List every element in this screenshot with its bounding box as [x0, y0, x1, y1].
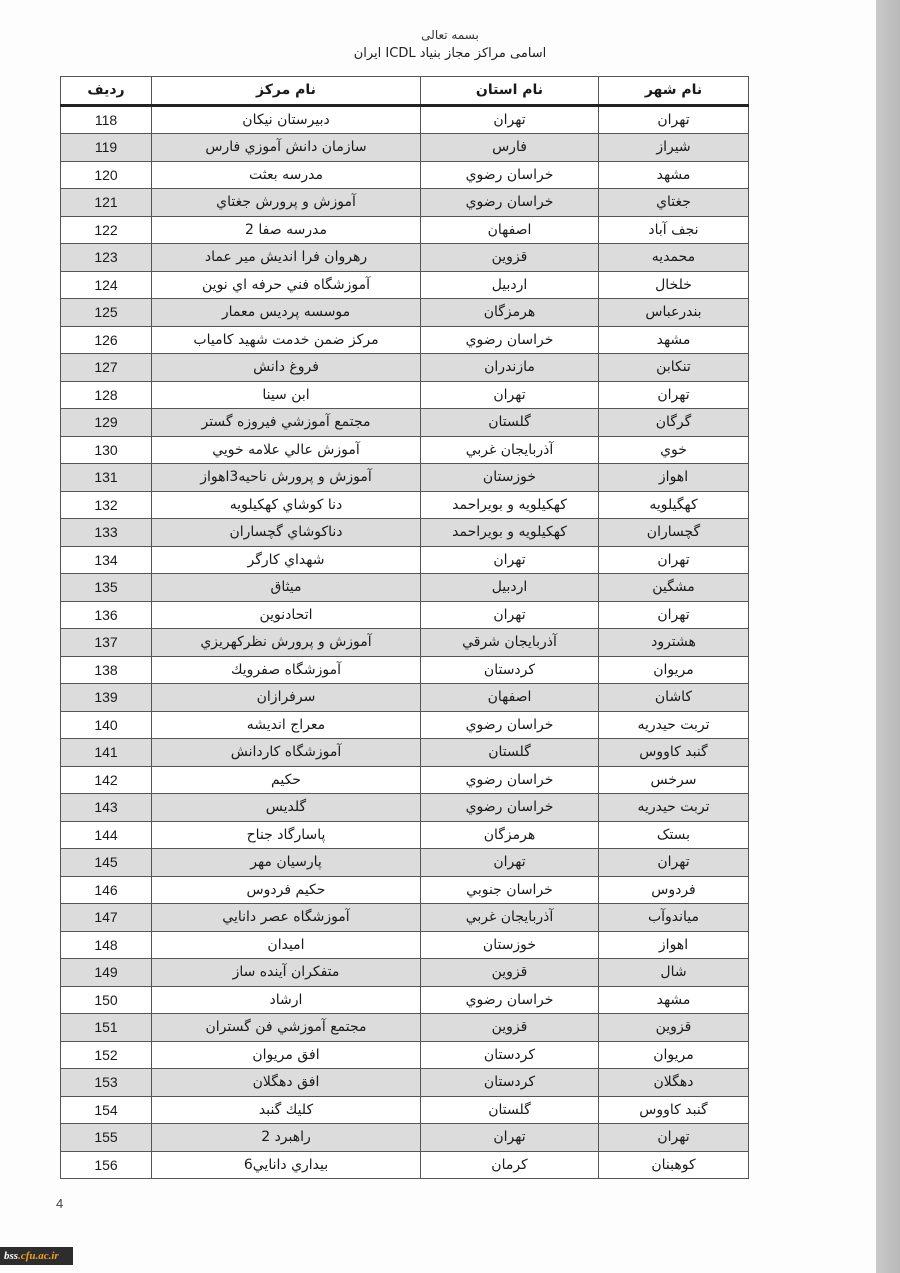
cell-city: تهران — [599, 601, 749, 629]
cell-center: آموزش عالي علامه خويي — [152, 436, 421, 464]
table-row — [61, 326, 749, 354]
table-row — [61, 354, 749, 382]
table-row — [61, 629, 749, 657]
table-row — [61, 794, 749, 822]
cell-center: مجتمع آموزشي فن گستران — [152, 1014, 421, 1042]
cell-row-number: 120 — [61, 161, 152, 189]
table-row — [61, 1041, 749, 1069]
table-row — [61, 409, 749, 437]
cell-province: هرمزگان — [421, 299, 599, 327]
cell-city: مشهد — [599, 986, 749, 1014]
table-row — [61, 876, 749, 904]
header-city: نام شهر — [599, 77, 749, 106]
cell-center: آموزشگاه كاردانش — [152, 739, 421, 767]
cell-city: شال — [599, 959, 749, 987]
table-row — [61, 574, 749, 602]
table-row — [61, 546, 749, 574]
cell-center: پارسيان مهر — [152, 849, 421, 877]
watermark-domain: .cfu.ac.ir — [18, 1250, 59, 1262]
cell-province: كهكيلويه و بويراحمد — [421, 519, 599, 547]
cell-city: تهران — [599, 105, 749, 134]
cell-center: سازمان دانش آموزي فارس — [152, 134, 421, 162]
cell-center: افق دهگلان — [152, 1069, 421, 1097]
cell-center: آموزشگاه صفرويك — [152, 656, 421, 684]
table-row — [61, 381, 749, 409]
cell-center: مركز ضمن خدمت شهيد كامياب — [152, 326, 421, 354]
cell-row-number: 151 — [61, 1014, 152, 1042]
cell-row-number: 132 — [61, 491, 152, 519]
cell-row-number: 126 — [61, 326, 152, 354]
cell-center: دنا كوشاي كهكيلويه — [152, 491, 421, 519]
table-row — [61, 711, 749, 739]
cell-row-number: 150 — [61, 986, 152, 1014]
table-row — [61, 161, 749, 189]
table-header-row — [61, 77, 749, 106]
cell-center: ميثاق — [152, 574, 421, 602]
table-row — [61, 959, 749, 987]
cell-row-number: 155 — [61, 1124, 152, 1152]
cell-row-number: 149 — [61, 959, 152, 987]
cell-row-number: 139 — [61, 684, 152, 712]
cell-row-number: 128 — [61, 381, 152, 409]
cell-center: ابن سينا — [152, 381, 421, 409]
cell-row-number: 124 — [61, 271, 152, 299]
cell-center: آموزش و پرورش نظركهريزي — [152, 629, 421, 657]
cell-province: قزوين — [421, 959, 599, 987]
cell-row-number: 123 — [61, 244, 152, 272]
table-row — [61, 904, 749, 932]
table-row — [61, 491, 749, 519]
cell-province: قزوين — [421, 244, 599, 272]
table-row — [61, 134, 749, 162]
cell-province: هرمزگان — [421, 821, 599, 849]
cell-province: خراسان رضوي — [421, 986, 599, 1014]
table-row — [61, 464, 749, 492]
cell-province: اصفهان — [421, 684, 599, 712]
cell-center: شهداي كارگر — [152, 546, 421, 574]
table-row — [61, 849, 749, 877]
cell-province: تهران — [421, 105, 599, 134]
cell-city: خلخال — [599, 271, 749, 299]
cell-center: مجتمع آموزشي فيروزه گستر — [152, 409, 421, 437]
cell-center: رهروان فرا انديش مير عماد — [152, 244, 421, 272]
cell-center: آموزش و پرورش جغتاي — [152, 189, 421, 217]
basmala-heading: بسمه تعالی — [421, 28, 479, 42]
cell-city: هشترود — [599, 629, 749, 657]
document-header — [200, 26, 700, 64]
cell-row-number: 131 — [61, 464, 152, 492]
cell-city: مريوان — [599, 656, 749, 684]
cell-center: معراج انديشه — [152, 711, 421, 739]
table-row — [61, 1096, 749, 1124]
cell-province: اردبيل — [421, 574, 599, 602]
cell-city: مريوان — [599, 1041, 749, 1069]
cell-city: نجف آباد — [599, 216, 749, 244]
icdl-centers-table — [60, 76, 749, 1179]
cell-province: تهران — [421, 601, 599, 629]
cell-city: خوي — [599, 436, 749, 464]
cell-city: مياندوآب — [599, 904, 749, 932]
table-row — [61, 986, 749, 1014]
table-row — [61, 601, 749, 629]
cell-row-number: 135 — [61, 574, 152, 602]
cell-province: تهران — [421, 381, 599, 409]
cell-center: سرفرازان — [152, 684, 421, 712]
table-row — [61, 189, 749, 217]
cell-row-number: 145 — [61, 849, 152, 877]
cell-row-number: 138 — [61, 656, 152, 684]
cell-province: خوزستان — [421, 464, 599, 492]
table-row — [61, 821, 749, 849]
cell-city: مشهد — [599, 161, 749, 189]
cell-city: گرگان — [599, 409, 749, 437]
cell-city: كهگيلويه — [599, 491, 749, 519]
table-row — [61, 436, 749, 464]
cell-city: كاشان — [599, 684, 749, 712]
cell-city: مشگين — [599, 574, 749, 602]
cell-province: اصفهان — [421, 216, 599, 244]
cell-province: خراسان جنوبي — [421, 876, 599, 904]
cell-row-number: 136 — [61, 601, 152, 629]
cell-province: مازندران — [421, 354, 599, 382]
cell-row-number: 137 — [61, 629, 152, 657]
table-row — [61, 1124, 749, 1152]
cell-center: فروغ دانش — [152, 354, 421, 382]
cell-center: دبيرستان نيكان — [152, 105, 421, 134]
table-row — [61, 1069, 749, 1097]
cell-row-number: 152 — [61, 1041, 152, 1069]
cell-row-number: 142 — [61, 766, 152, 794]
cell-center: دناكوشاي گچساران — [152, 519, 421, 547]
cell-province: كردستان — [421, 1069, 599, 1097]
cell-province: فارس — [421, 134, 599, 162]
cell-center: اتحادنوين — [152, 601, 421, 629]
cell-city: بندرعباس — [599, 299, 749, 327]
cell-city: اهواز — [599, 464, 749, 492]
cell-row-number: 133 — [61, 519, 152, 547]
cell-row-number: 140 — [61, 711, 152, 739]
header-center: نام مرکز — [152, 77, 421, 106]
cell-city: گنبد كاووس — [599, 1096, 749, 1124]
cell-city: تهران — [599, 849, 749, 877]
cell-row-number: 143 — [61, 794, 152, 822]
cell-row-number: 147 — [61, 904, 152, 932]
cell-city: تربت حيدريه — [599, 794, 749, 822]
cell-city: دهگلان — [599, 1069, 749, 1097]
cell-row-number: 118 — [61, 105, 152, 134]
document-title: اسامی مراکز مجاز بنیاد ICDL ایران — [353, 46, 547, 61]
page-number: 4 — [56, 1196, 64, 1211]
table-row — [61, 105, 749, 134]
cell-row-number: 148 — [61, 931, 152, 959]
cell-center: افق مريوان — [152, 1041, 421, 1069]
source-watermark — [0, 1247, 73, 1265]
cell-province: خوزستان — [421, 931, 599, 959]
cell-center: متفكران آينده ساز — [152, 959, 421, 987]
cell-province: گلستان — [421, 1096, 599, 1124]
cell-center: آموزشگاه فني حرفه اي نوين — [152, 271, 421, 299]
table-row — [61, 1014, 749, 1042]
cell-center: حكيم فردوس — [152, 876, 421, 904]
cell-row-number: 153 — [61, 1069, 152, 1097]
cell-center: ارشاد — [152, 986, 421, 1014]
cell-province: خراسان رضوي — [421, 711, 599, 739]
cell-province: اردبيل — [421, 271, 599, 299]
cell-center: آموزش و پرورش ناحيه3اهواز — [152, 464, 421, 492]
cell-province: خراسان رضوي — [421, 326, 599, 354]
table-row — [61, 1151, 749, 1179]
table-row — [61, 684, 749, 712]
cell-center: مدرسه بعثت — [152, 161, 421, 189]
cell-province: گلستان — [421, 409, 599, 437]
table-row — [61, 299, 749, 327]
cell-row-number: 125 — [61, 299, 152, 327]
cell-row-number: 134 — [61, 546, 152, 574]
cell-city: محمديه — [599, 244, 749, 272]
scan-edge-shadow — [876, 0, 900, 1273]
cell-center: راهبرد 2 — [152, 1124, 421, 1152]
cell-province: آذربايجان شرقي — [421, 629, 599, 657]
cell-city: فردوس — [599, 876, 749, 904]
table-row — [61, 519, 749, 547]
cell-city: جغتاي — [599, 189, 749, 217]
cell-province: آذربايجان غربي — [421, 904, 599, 932]
cell-province: تهران — [421, 849, 599, 877]
cell-city: اهواز — [599, 931, 749, 959]
cell-city: تربت حيدريه — [599, 711, 749, 739]
cell-city: تنكابن — [599, 354, 749, 382]
cell-row-number: 156 — [61, 1151, 152, 1179]
cell-city: بستک — [599, 821, 749, 849]
cell-city: گنبد كاووس — [599, 739, 749, 767]
cell-center: آموزشگاه عصر دانايي — [152, 904, 421, 932]
cell-province: كهكيلويه و بويراحمد — [421, 491, 599, 519]
cell-city: شيراز — [599, 134, 749, 162]
cell-city: مشهد — [599, 326, 749, 354]
header-province: نام استان — [421, 77, 599, 106]
cell-row-number: 129 — [61, 409, 152, 437]
cell-province: تهران — [421, 1124, 599, 1152]
table-row — [61, 244, 749, 272]
cell-center: مدرسه صفا 2 — [152, 216, 421, 244]
cell-province: تهران — [421, 546, 599, 574]
table-row — [61, 271, 749, 299]
cell-center: موسسه پرديس معمار — [152, 299, 421, 327]
cell-province: خراسان رضوي — [421, 161, 599, 189]
table-row — [61, 656, 749, 684]
cell-row-number: 144 — [61, 821, 152, 849]
cell-city: تهران — [599, 1124, 749, 1152]
cell-center: پاسارگاد جناح — [152, 821, 421, 849]
cell-center: كليك گنبد — [152, 1096, 421, 1124]
cell-city: كوهبنان — [599, 1151, 749, 1179]
watermark-host: bss — [4, 1250, 19, 1262]
cell-center: بيداري دانايي6 — [152, 1151, 421, 1179]
cell-province: گلستان — [421, 739, 599, 767]
cell-center: اميدان — [152, 931, 421, 959]
cell-city: سرخس — [599, 766, 749, 794]
table-row — [61, 216, 749, 244]
cell-province: خراسان رضوي — [421, 766, 599, 794]
cell-province: آذربايجان غربي — [421, 436, 599, 464]
cell-province: خراسان رضوي — [421, 794, 599, 822]
cell-province: كردستان — [421, 1041, 599, 1069]
cell-row-number: 154 — [61, 1096, 152, 1124]
cell-center: گلديس — [152, 794, 421, 822]
cell-row-number: 121 — [61, 189, 152, 217]
cell-city: تهران — [599, 546, 749, 574]
cell-province: كرمان — [421, 1151, 599, 1179]
cell-row-number: 127 — [61, 354, 152, 382]
header-row-number: ردیف — [61, 77, 152, 106]
cell-province: كردستان — [421, 656, 599, 684]
table-body — [61, 105, 749, 1179]
cell-center: حكيم — [152, 766, 421, 794]
cell-city: تهران — [599, 381, 749, 409]
cell-row-number: 141 — [61, 739, 152, 767]
table-row — [61, 739, 749, 767]
cell-city: گچساران — [599, 519, 749, 547]
table-row — [61, 766, 749, 794]
cell-row-number: 130 — [61, 436, 152, 464]
cell-row-number: 119 — [61, 134, 152, 162]
cell-row-number: 146 — [61, 876, 152, 904]
cell-row-number: 122 — [61, 216, 152, 244]
table-row — [61, 931, 749, 959]
cell-province: خراسان رضوي — [421, 189, 599, 217]
cell-city: قزوين — [599, 1014, 749, 1042]
cell-province: قزوين — [421, 1014, 599, 1042]
